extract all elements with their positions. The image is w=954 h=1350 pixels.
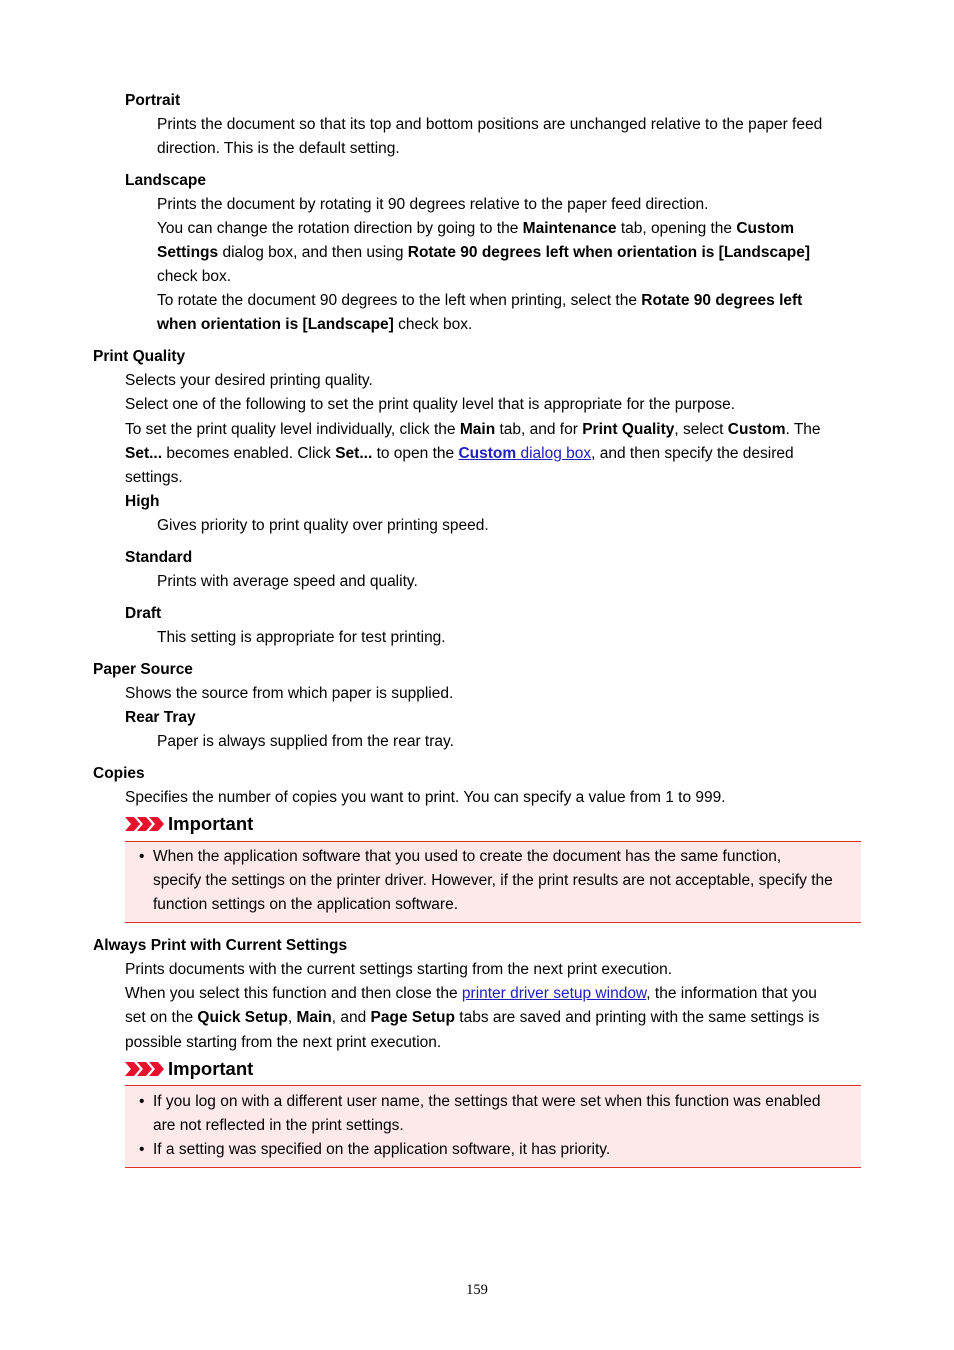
important-box [125, 1085, 861, 1168]
important-line3: If a setting was specified on the application software, it has priority. [153, 1141, 611, 1158]
always-print-term: Always Print with Current Settings [93, 937, 348, 954]
print-quality-term: Print Quality [93, 348, 186, 365]
bullet: • [139, 1141, 145, 1158]
print-quality-desc-line5: settings. [125, 469, 183, 486]
copies-desc: Specifies the number of copies you want to print. You can specify a value from 1 to 999. [125, 789, 726, 806]
page-number: 159 [466, 1282, 488, 1298]
bullet: • [139, 848, 145, 865]
printer-driver-setup-window-link[interactable]: printer driver setup window [461, 985, 647, 1002]
important-line1: If you log on with a different user name, the settings that were set when this function was enabled [153, 1093, 821, 1110]
important-box [125, 841, 861, 923]
important-line2: specify the settings on the printer driver. However, if the print results are not acceptable, specify the [153, 872, 833, 889]
always-print-desc-line1: Prints documents with the current settings starting from the next print execution. [125, 961, 673, 978]
custom-dialog-box-link[interactable]: Custom dialog box [458, 445, 592, 462]
landscape-desc-line6: when orientation is [Landscape] check box. [157, 316, 473, 333]
print-quality-desc-line1: Selects your desired printing quality. [125, 372, 373, 389]
print-quality-desc-line3: To set the print quality level individually, click the Main tab, and for Print Quality, select Custom. The [125, 421, 821, 438]
standard-term: Standard [125, 549, 193, 566]
landscape-term: Landscape [125, 172, 206, 189]
rear-tray-term: Rear Tray [125, 709, 196, 726]
portrait-term: Portrait [125, 92, 181, 109]
paper-source-desc: Shows the source from which paper is supplied. [125, 685, 454, 702]
high-desc: Gives priority to print quality over printing speed. [157, 517, 489, 534]
important-arrows-icon [125, 1060, 165, 1078]
paper-source-term: Paper Source [93, 661, 193, 678]
landscape-desc-line3: Settings dialog box, and then using Rotate 90 degrees left when orientation is [Landscape] [157, 244, 810, 261]
important-label: Important [168, 813, 254, 834]
important-heading [125, 813, 253, 835]
draft-term: Draft [125, 605, 162, 622]
draft-desc: This setting is appropriate for test printing. [157, 629, 446, 646]
important-heading [125, 1058, 253, 1080]
landscape-desc-line4: check box. [157, 268, 232, 285]
bullet: • [139, 1093, 145, 1110]
important-line1: When the application software that you used to create the document has the same function, [153, 848, 782, 865]
always-print-desc-line3: set on the Quick Setup, Main, and Page Setup tabs are saved and printing with the same settings is [125, 1009, 820, 1026]
always-print-desc-line4: possible starting from the next print execution. [125, 1034, 442, 1051]
print-quality-desc-line2: Select one of the following to set the print quality level that is appropriate for the purpose. [125, 396, 736, 413]
landscape-desc-line2: You can change the rotation direction by going to the Maintenance tab, opening the Custom [157, 220, 795, 237]
standard-desc: Prints with average speed and quality. [157, 573, 418, 590]
important-arrows-icon [125, 815, 165, 833]
important-line2: are not reflected in the print settings. [153, 1117, 404, 1134]
important-line3: function settings on the application software. [153, 896, 459, 913]
always-print-desc-line2: When you select this function and then close the printer driver setup window, the information that you [125, 985, 817, 1002]
copies-term: Copies [93, 765, 145, 782]
important-label: Important [168, 1058, 254, 1079]
high-term: High [125, 493, 160, 510]
rear-tray-desc: Paper is always supplied from the rear tray. [157, 733, 454, 750]
portrait-desc-line2: direction. This is the default setting. [157, 140, 400, 157]
landscape-desc-line1: Prints the document by rotating it 90 degrees relative to the paper feed direction. [157, 196, 709, 213]
landscape-desc-line5: To rotate the document 90 degrees to the left when printing, select the Rotate 90 degrees left [157, 292, 803, 309]
portrait-desc-line1: Prints the document so that its top and bottom positions are unchanged relative to the paper feed [157, 116, 823, 133]
print-quality-desc-line4: Set... becomes enabled. Click Set... to open the Custom dialog box, and then specify the desired [125, 445, 794, 462]
